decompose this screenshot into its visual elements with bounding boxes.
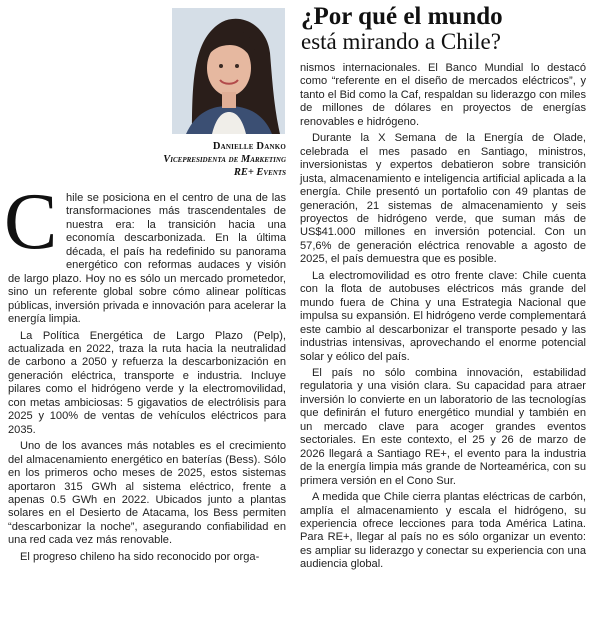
paragraph-5: nismos internacionales. El Banco Mundial lo destacó como “referente en el diseño de mercados eléctricos”, y tanto el Bid como la Caf, respaldan su liderazgo con miles de millones de dólares en proyectos de energías renovables e hidrógeno. [300, 62, 586, 128]
paragraph-1-text: hile se posiciona en el centro de una de las transformaciones más trascendentales de nuestra era: la transición hacia una economía descarbonizada. En la última década, el país ha redefinido su panorama energético con reformas audaces y visión de largo plazo. Hoy no es sólo un mercado prometedor, sino un referente global sobre cómo alinear políticas públicas, inversión privada e innovación para acelerar la energía limpia. [8, 192, 286, 326]
paragraph-7: La electromovilidad es otro frente clave: Chile cuenta con la flota de autobuses eléctricos más grande del mundo fuera de China y una Estrategia Nacional que impulsa su expansión. El hidrógeno verde complementará este cambio al descarbonizar el transporte pesado y las industrias intensivas, aprovechando el enorme potencial solar y eólico del país. [300, 269, 586, 363]
paragraph-8: El país no sólo combina innovación, estabilidad regulatoria y una visión clara. Su capacidad para atraer inversión lo convierte en un laboratorio de las tecnologías que definirán el futuro energético mundial y también en un mercado clave para acoger grandes eventos sectoriales. En este contexto, el 25 y 26 de marzo de 2026 llegará a Santiago RE+, el evento para la industria de la energía limpia más grande de Norteamérica, con su primera versión en el Cono Sur. [300, 366, 586, 487]
article-column-1 [4, 178, 286, 564]
drop-cap: C [4, 178, 58, 266]
paragraph-2: La Política Energética de Largo Plazo (Pelp), actualizada en 2022, traza la ruta hacia la neutralidad de carbono a 2050 y refuerza la descarbonización en generación eléctrica, transporte e industria. Incluye pilares como el hidrógeno verde y la electromovilidad, con metas ambiciosas: 5 gigavatios de electrólisis para 2025 y 100% de ventas de vehículos eléctricos para 2035. [8, 329, 286, 436]
article-title-line-2: está mirando a Chile? [301, 29, 501, 54]
article-column-2 [300, 62, 586, 572]
paragraph-4: El progreso chileno ha sido reconocido por orga- [20, 550, 260, 563]
paragraph-9: A medida que Chile cierra plantas eléctricas de carbón, amplía el almacenamiento y escala el hidrógeno, su experiencia ofrece lecciones para toda América Latina. Para RE+, llegar al país no es sólo organizar un evento: es ampliar su liderazgo y conectar su experiencia con una audiencia global. [300, 491, 586, 571]
author-portrait-icon [172, 8, 285, 134]
author-photo [172, 8, 285, 134]
article-title-line-1: ¿Por qué el mundo [301, 3, 503, 30]
author-role: Vicepresidenta de Marketing [163, 154, 286, 166]
author-byline [100, 140, 286, 180]
paragraph-1 [4, 178, 286, 327]
author-company: RE+ Events [233, 167, 286, 179]
paragraph-3: Uno de los avances más notables es el crecimiento del almacenamiento energético en baterías (Bess). Sólo en los primeros ocho meses de 2025, estos sistemas aportaron 315 GWh al sistema eléctrico, frente a apenas 0.5 GWh en 2022. Ubicados junto a plantas solares en el Desierto de Atacama, los Bess permiten “descarbonizar la noche”, asegurando confiabilidad en una red cada vez más renovable. [8, 440, 286, 547]
paragraph-6: Durante la X Semana de la Energía de Olade, celebrada el mes pasado en Santiago, ministros, inversionistas y expertos debatieron sobre transición justa, almacenamiento e inteligencia artificial aplicada a la energía. Chile presentó un portafolio con 49 plantas de generación, 21 sistemas de almacenamiento y seis proyectos de hidrógeno verde, que suman más de US$41.000 millones en inversión potencial. Con un 57,6% de generación eléctrica renovable a agosto de 2025, el país demuestra que es posible. [300, 132, 586, 266]
article-title [301, 4, 587, 54]
author-name: Danielle Danko [212, 141, 286, 152]
